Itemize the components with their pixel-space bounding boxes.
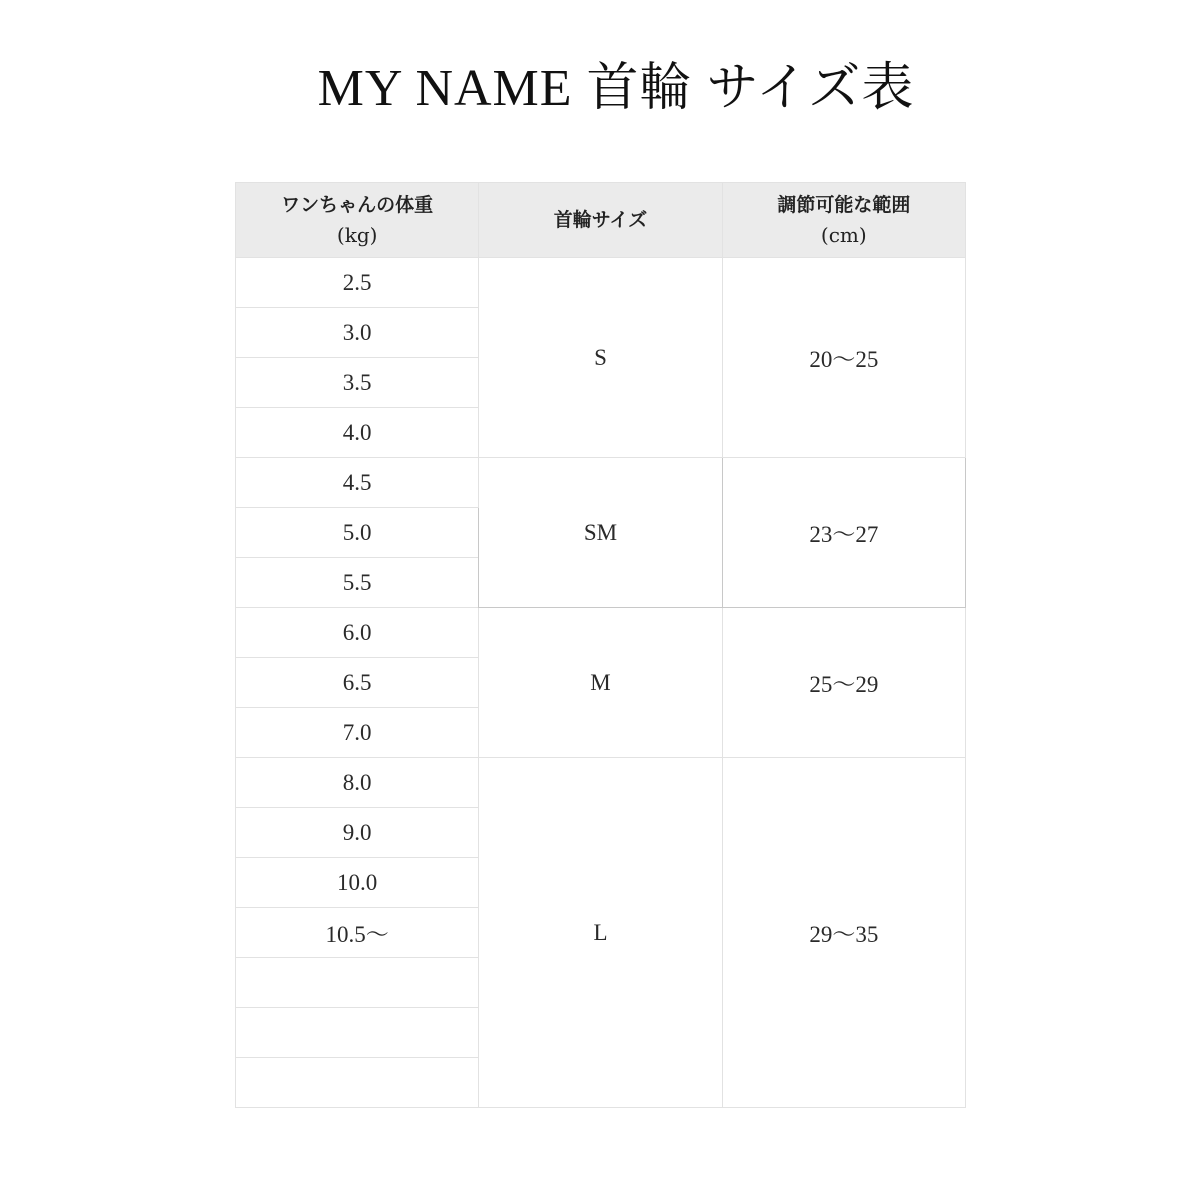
weight-cell-empty	[236, 958, 479, 1008]
header-weight-label: ワンちゃんの体重	[281, 194, 434, 216]
table-header-row	[236, 183, 966, 258]
header-weight	[236, 183, 479, 258]
collar-size-cell: SM	[479, 458, 722, 608]
weight-cell: 3.0	[236, 308, 479, 358]
size-chart-table	[235, 182, 966, 1108]
weight-cell: 6.5	[236, 658, 479, 708]
weight-cell: 4.5	[236, 458, 479, 508]
range-cell: 23〜27	[722, 458, 965, 608]
weight-cell: 4.0	[236, 408, 479, 458]
table-row	[236, 608, 966, 658]
header-range-label: 調節可能な範囲	[777, 194, 911, 216]
collar-size-cell: S	[479, 258, 722, 458]
range-cell: 25〜29	[722, 608, 965, 758]
header-collar-size-label: 首輪サイズ	[553, 209, 648, 231]
weight-cell: 10.0	[236, 858, 479, 908]
header-range-unit: (cm)	[820, 223, 867, 247]
table-row	[236, 758, 966, 808]
collar-size-cell: L	[479, 758, 722, 1108]
header-adjustable-range	[722, 183, 965, 258]
table-row	[236, 458, 966, 508]
weight-cell: 10.5〜	[236, 908, 479, 958]
weight-cell: 6.0	[236, 608, 479, 658]
weight-cell-empty	[236, 1008, 479, 1058]
weight-cell: 7.0	[236, 708, 479, 758]
collar-size-cell: M	[479, 608, 722, 758]
weight-cell: 2.5	[236, 258, 479, 308]
page-title: MY NAME 首輪 サイズ表	[317, 60, 915, 117]
table-row	[236, 258, 966, 308]
weight-cell: 5.0	[236, 508, 479, 558]
header-collar-size	[479, 183, 722, 258]
weight-cell-empty	[236, 1058, 479, 1108]
range-cell: 29〜35	[722, 758, 965, 1108]
weight-cell: 5.5	[236, 558, 479, 608]
weight-cell: 8.0	[236, 758, 479, 808]
header-weight-unit: (kg)	[336, 223, 378, 247]
weight-cell: 3.5	[236, 358, 479, 408]
range-cell: 20〜25	[722, 258, 965, 458]
weight-cell: 9.0	[236, 808, 479, 858]
